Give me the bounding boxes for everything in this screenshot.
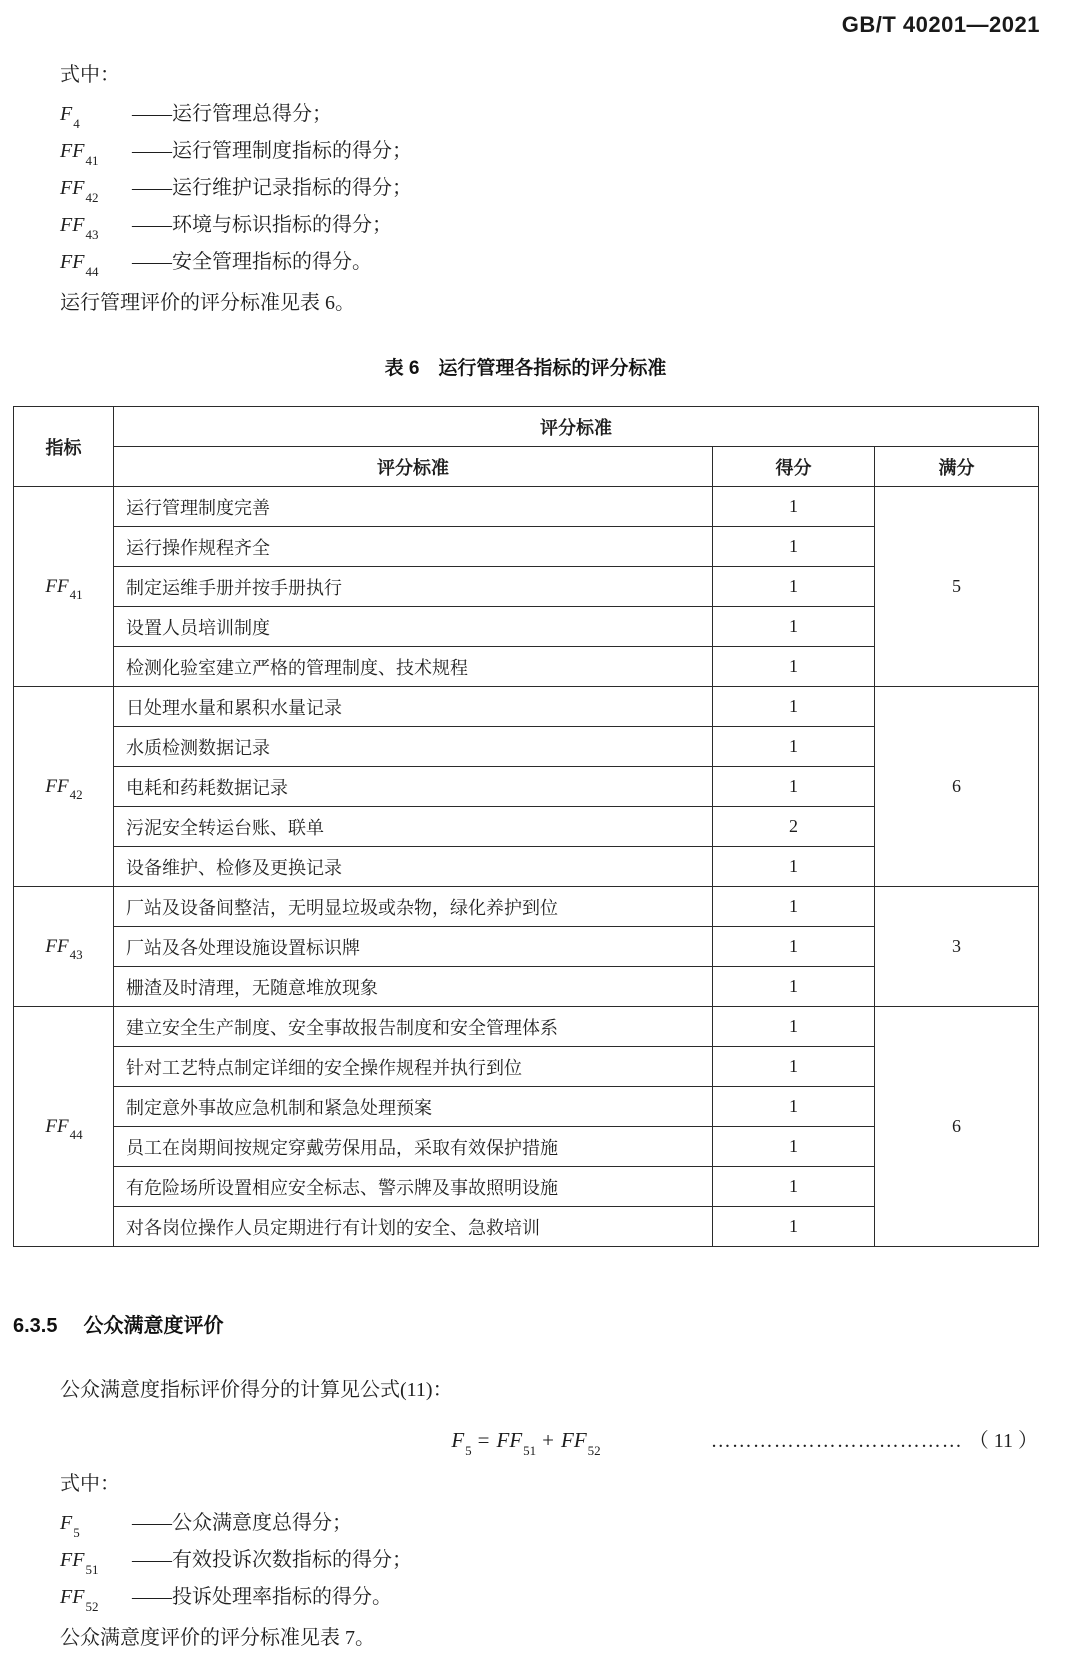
- score-cell: 1: [713, 567, 875, 607]
- score-cell: 2: [713, 807, 875, 847]
- symbol-letter: F: [60, 1512, 73, 1534]
- score-cell: 1: [713, 607, 875, 647]
- score-cell: 1: [713, 1127, 875, 1167]
- symbol-letter: FF: [60, 251, 85, 273]
- formula-intro-paragraph: 公众满意度指标评价得分的计算见公式(11)：: [60, 1379, 453, 1401]
- indicator-cell: [14, 887, 114, 1007]
- formula-lhs-sub: 5: [465, 1443, 472, 1459]
- symbol-subscript: 42: [85, 190, 99, 205]
- definition-text: 公众满意度总得分；: [172, 1512, 352, 1534]
- symbol-letter: FF: [60, 1586, 85, 1608]
- symbol-subscript: 41: [85, 153, 99, 168]
- symbol-subscript: 52: [85, 1599, 99, 1614]
- score-cell: 1: [713, 1207, 875, 1247]
- formula-dots: ………………………………: [710, 1430, 963, 1452]
- full-score-cell: 6: [875, 687, 1039, 887]
- criteria-cell: 制定运维手册并按手册执行: [114, 567, 713, 607]
- formula-term1-sub: 51: [523, 1443, 537, 1459]
- indicator-subscript: 41: [69, 587, 83, 603]
- symbol-subscript: 43: [85, 227, 99, 242]
- criteria-cell: 日处理水量和累积水量记录: [114, 687, 713, 727]
- indicator-subscript: 44: [69, 1127, 83, 1143]
- score-cell: 1: [713, 847, 875, 887]
- indicator-symbol: FF: [45, 775, 69, 797]
- score-cell: 1: [713, 967, 875, 1007]
- criteria-cell: 针对工艺特点制定详细的安全操作规程并执行到位: [114, 1047, 713, 1087]
- indicator-cell: [14, 687, 114, 887]
- where-label-intro: 式中：: [60, 64, 120, 86]
- definition-row: [60, 244, 1038, 281]
- score-cell: 1: [713, 727, 875, 767]
- definition-symbol: [60, 170, 132, 207]
- criteria-cell: 污泥安全转运台账、联单: [114, 807, 713, 847]
- criteria-cell: 厂站及设备间整洁，无明显垃圾或杂物，绿化养护到位: [114, 887, 713, 927]
- formula-leader: [600, 1424, 1038, 1453]
- score-cell: 1: [713, 767, 875, 807]
- definition-dash: ——: [132, 251, 172, 273]
- formula-number: （ 11 ）: [968, 1430, 1038, 1452]
- definition-text: 运行管理制度指标的得分；: [172, 140, 412, 162]
- formula-expression: [451, 1428, 601, 1459]
- score-cell: 1: [713, 647, 875, 687]
- full-score-cell: 3: [875, 887, 1039, 1007]
- header-score: 得分: [713, 447, 875, 487]
- definition-text: 运行维护记录指标的得分；: [172, 177, 412, 199]
- definition-dash: ——: [132, 214, 172, 236]
- definition-list-intro: [60, 96, 1038, 281]
- symbol-letter: FF: [60, 177, 85, 199]
- criteria-cell: 厂站及各处理设施设置标识牌: [114, 927, 713, 967]
- table-row: [14, 1007, 1039, 1047]
- score-cell: 1: [713, 927, 875, 967]
- definition-list-section: [60, 1505, 1038, 1616]
- definition-dash: ——: [132, 103, 172, 125]
- definition-text: 安全管理指标的得分。: [172, 251, 372, 273]
- header-indicator: 指标: [14, 407, 114, 487]
- header-criteria: 评分标准: [114, 447, 713, 487]
- symbol-letter: F: [60, 103, 73, 125]
- score-cell: 1: [713, 1047, 875, 1087]
- formula-term1: FF: [496, 1428, 523, 1452]
- indicator-subscript: 43: [69, 947, 83, 963]
- criteria-cell: 设备维护、检修及更换记录: [114, 847, 713, 887]
- definition-row: [60, 96, 1038, 133]
- table-header-row-2: [14, 447, 1039, 487]
- plus-sign: +: [542, 1428, 554, 1452]
- definition-text: 有效投诉次数指标的得分；: [172, 1549, 412, 1571]
- definition-row: [60, 170, 1038, 207]
- criteria-cell: 运行操作规程齐全: [114, 527, 713, 567]
- definition-row: [60, 1542, 1038, 1579]
- table-row: [14, 687, 1039, 727]
- section-title: 公众满意度评价: [83, 1315, 224, 1337]
- symbol-letter: FF: [60, 1549, 85, 1571]
- criteria-cell: 制定意外事故应急机制和紧急处理预案: [114, 1087, 713, 1127]
- definition-symbol: [60, 244, 132, 281]
- formula-term2-sub: 52: [587, 1443, 601, 1459]
- definition-row: [60, 1579, 1038, 1616]
- indicator-symbol: FF: [45, 935, 69, 957]
- section-heading: [13, 1309, 1038, 1338]
- definition-symbol: [60, 207, 132, 244]
- definition-row: [60, 207, 1038, 244]
- where-label-section: 式中：: [60, 1473, 120, 1495]
- table-row: [14, 887, 1039, 927]
- definition-dash: ——: [132, 177, 172, 199]
- definition-symbol: [60, 133, 132, 170]
- criteria-cell: 有危险场所设置相应安全标志、警示牌及事故照明设施: [114, 1167, 713, 1207]
- criteria-cell: 建立安全生产制度、安全事故报告制度和安全管理体系: [114, 1007, 713, 1047]
- header-full-score: 满分: [875, 447, 1039, 487]
- symbol-letter: FF: [60, 140, 85, 162]
- header-criteria-group: 评分标准: [114, 407, 1039, 447]
- indicator-symbol: FF: [45, 1115, 69, 1137]
- criteria-cell: 水质检测数据记录: [114, 727, 713, 767]
- definition-text: 运行管理总得分；: [172, 103, 332, 125]
- section-number: 6.3.5: [13, 1315, 58, 1337]
- symbol-letter: FF: [60, 214, 85, 236]
- equals-sign: =: [477, 1428, 490, 1452]
- table7-reference-note: 公众满意度评价的评分标准见表 7。: [60, 1627, 375, 1649]
- symbol-subscript: 51: [85, 1562, 99, 1577]
- criteria-cell: 设置人员培训制度: [114, 607, 713, 647]
- formula-lhs: F: [451, 1428, 465, 1452]
- definition-text: 投诉处理率指标的得分。: [172, 1586, 392, 1608]
- score-cell: 1: [713, 487, 875, 527]
- full-score-cell: 6: [875, 1007, 1039, 1247]
- symbol-subscript: 5: [73, 1525, 80, 1540]
- table-row: [14, 487, 1039, 527]
- criteria-cell: 运行管理制度完善: [114, 487, 713, 527]
- definition-dash: ——: [132, 1512, 172, 1534]
- table-header: [14, 407, 1039, 487]
- indicator-cell: [14, 487, 114, 687]
- formula-term2: FF: [561, 1428, 587, 1452]
- score-cell: 1: [713, 687, 875, 727]
- symbol-subscript: 44: [85, 264, 99, 279]
- score-cell: 1: [713, 887, 875, 927]
- indicator-cell: [14, 1007, 114, 1247]
- symbol-subscript: 4: [73, 116, 80, 131]
- definition-symbol: [60, 1579, 132, 1616]
- definition-dash: ——: [132, 140, 172, 162]
- table6-reference-note: 运行管理评价的评分标准见表 6。: [60, 292, 355, 314]
- definition-symbol: [60, 1542, 132, 1579]
- score-cell: 1: [713, 527, 875, 567]
- score-table: [13, 406, 1039, 1247]
- table-header-row-1: [14, 407, 1039, 447]
- definition-text: 环境与标识指标的得分；: [172, 214, 392, 236]
- definition-dash: ——: [132, 1549, 172, 1571]
- full-score-cell: 5: [875, 487, 1039, 687]
- definition-symbol: [60, 96, 132, 133]
- table-caption: 表 6 运行管理各指标的评分标准: [384, 358, 667, 379]
- doc-number: GB/T 40201—2021: [841, 12, 1040, 37]
- indicator-symbol: FF: [45, 575, 69, 597]
- score-cell: 1: [713, 1167, 875, 1207]
- table-body: [14, 487, 1039, 1247]
- criteria-cell: 电耗和药耗数据记录: [114, 767, 713, 807]
- indicator-subscript: 42: [69, 787, 83, 803]
- criteria-cell: 检测化验室建立严格的管理制度、技术规程: [114, 647, 713, 687]
- definition-symbol: [60, 1505, 132, 1542]
- criteria-cell: 员工在岗期间按规定穿戴劳保用品，采取有效保护措施: [114, 1127, 713, 1167]
- criteria-cell: 栅渣及时清理，无随意堆放现象: [114, 967, 713, 1007]
- score-cell: 1: [713, 1087, 875, 1127]
- definition-row: [60, 1505, 1038, 1542]
- definition-row: [60, 133, 1038, 170]
- formula: [13, 1424, 1038, 1459]
- score-cell: 1: [713, 1007, 875, 1047]
- criteria-cell: 对各岗位操作人员定期进行有计划的安全、急救培训: [114, 1207, 713, 1247]
- definition-dash: ——: [132, 1586, 172, 1608]
